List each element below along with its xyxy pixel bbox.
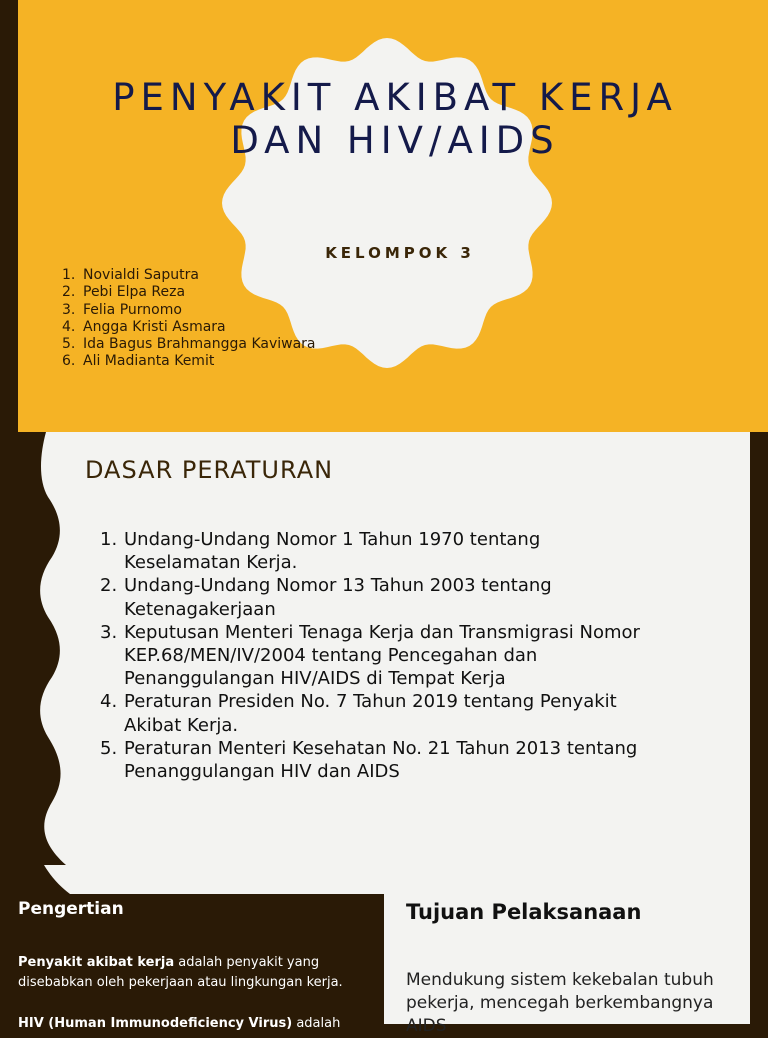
term-occupational-disease: Penyakit akibat kerja [18,955,175,970]
left-accent-bar [0,0,18,432]
member-name: Pebi Elpa Reza [83,284,186,301]
right-accent-strip [750,865,768,1024]
regulation-text: Peraturan Menteri Kesehatan No. 21 Tahun 2013 tentang Penanggulangan HIV dan AIDS [124,737,638,783]
member-number: 1. [62,267,76,283]
regulation-text: Undang-Undang Nomor 1 Tahun 1970 tentang Keselamatan Kerja. [124,529,541,574]
member-name: Angga Kristi Asmara [83,318,226,335]
member-name: Felia Purnomo [83,301,182,318]
member-item [62,336,316,353]
definition-heading: Pengertian [18,899,124,919]
term-hiv: HIV (Human Immunodeficiency Virus) [18,1016,293,1031]
member-name: Novialdi Saputra [83,267,199,283]
definition-text: adalah penyakit yang disebabkan oleh pekerjaan atau lingkungan kerja. [18,955,343,990]
member-number: 6. [62,353,76,370]
regulation-number: 3. [100,621,118,643]
hiv-definition [18,1014,358,1034]
member-item [62,284,316,301]
title-line-2: DAN HIV/AIDS [230,119,560,162]
regulation-slide [0,432,768,865]
title-line-1: PENYAKIT AKIBAT KERJA [112,76,678,119]
member-name: Ali Madianta Kemit [83,353,215,370]
regulation-number: 1. [100,529,118,550]
regulation-text: Undang-Undang Nomor 13 Tahun 2003 tentang Ketenagakerjaan [124,575,552,620]
member-item [62,267,316,284]
regulation-item [100,574,660,620]
member-number: 5. [62,336,76,353]
occupational-disease-definition [18,953,358,993]
regulation-number: 2. [100,575,118,597]
wave-transition-shape [0,865,384,894]
member-number: 2. [62,284,76,301]
definition-slide [0,865,768,1036]
presentation-title [40,76,750,162]
objective-heading: Tujuan Pelaksanaan [406,900,642,924]
regulation-list [100,528,660,783]
regulation-item [100,737,660,783]
regulation-item [100,528,660,574]
member-name: Ida Bagus Brahmangga Kaviwara [83,336,316,353]
regulation-text: Peraturan Presiden No. 7 Tahun 2019 tentang Penyakit Akibat Kerja. [124,691,617,736]
hiv-definition-text: adalah [292,1016,341,1031]
title-slide [0,0,768,432]
group-label: KELOMPOK 3 [325,244,475,262]
section-heading: DASAR PERATURAN [85,456,334,484]
member-item [62,302,316,319]
regulation-text: Keputusan Menteri Tenaga Kerja dan Transmigrasi Nomor KEP.68/MEN/IV/2004 tentang Pencegahan dan Penanggulangan HIV/AIDS di Tempat Kerja [124,621,640,690]
regulation-item [100,621,660,691]
regulation-number: 4. [100,691,118,713]
member-item [62,353,316,370]
member-item [62,319,316,336]
regulation-item [100,690,660,736]
member-list [62,267,316,371]
regulation-number: 5. [100,737,118,759]
member-number: 3. [62,301,76,318]
objective-text: Mendukung sistem kekebalan tubuh pekerja, mencegah berkembangnya AIDS [406,970,714,1036]
member-number: 4. [62,318,76,335]
